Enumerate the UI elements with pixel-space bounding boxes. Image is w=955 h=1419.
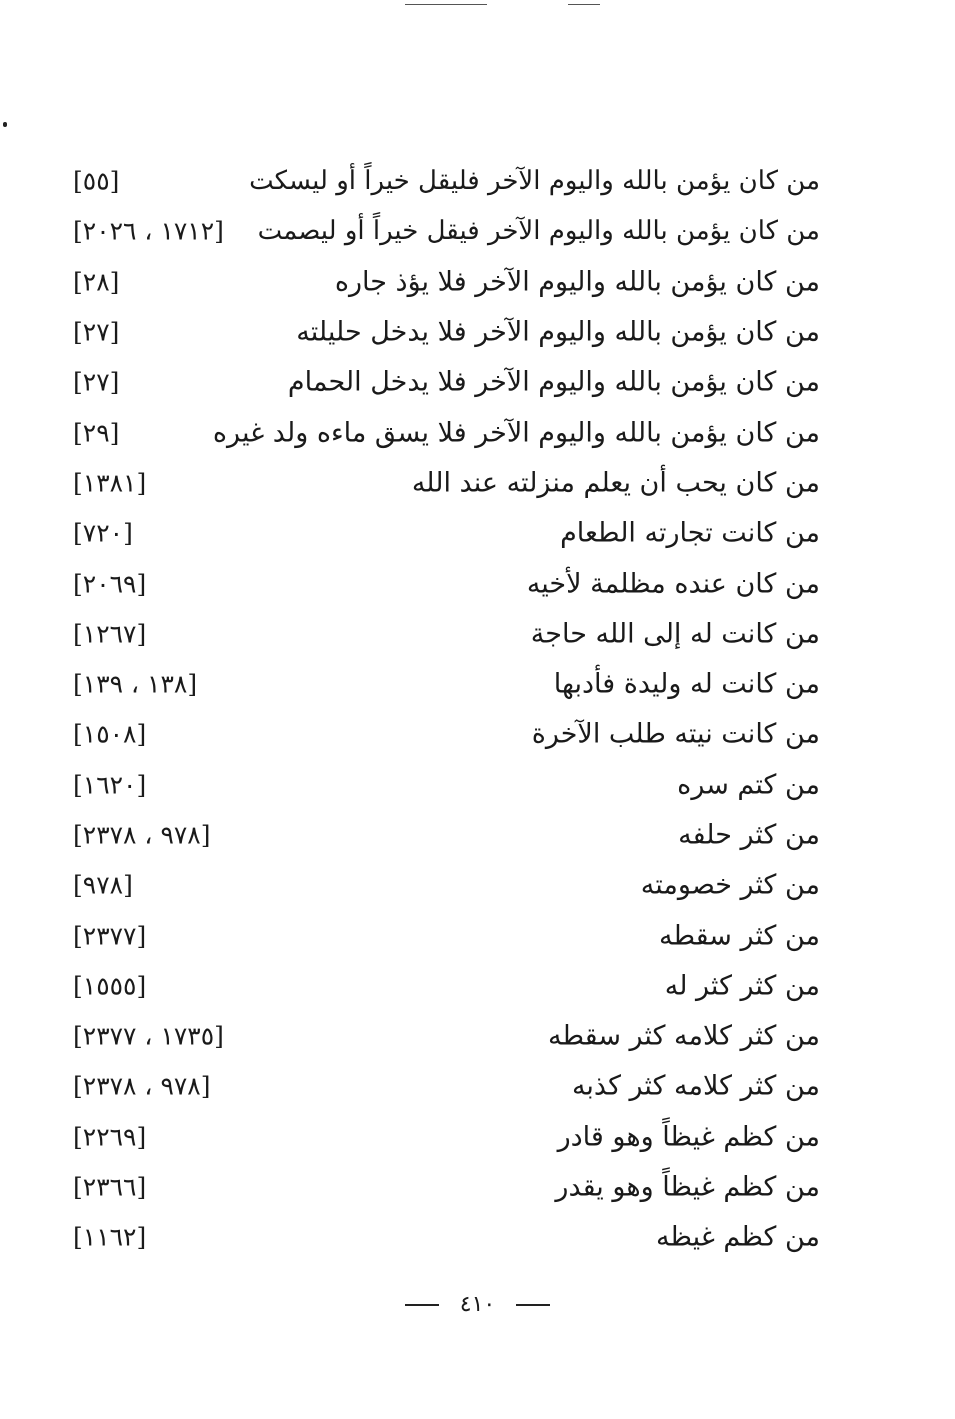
entry-reference: [١٣٨١] (73, 468, 147, 498)
index-entry (65, 307, 820, 357)
index-entry (65, 609, 820, 659)
index-entry (65, 810, 820, 860)
entry-reference: [١٧٣٥ ، ٢٣٧٧] (73, 1021, 224, 1051)
margin-mark (3, 122, 7, 127)
entry-text: من كثر خصومته (640, 869, 820, 901)
entry-reference: [١٥٥٥] (73, 971, 147, 1001)
entry-text: من كظم غيظاً وهو يقدر (555, 1171, 820, 1203)
entry-reference: [٢٣٧٧] (73, 921, 147, 951)
top-rule-right (568, 4, 600, 5)
index-entry (65, 1162, 820, 1212)
entry-text: من كانت له إلى الله حاجة (530, 618, 820, 650)
entry-text: من كان يحب أن يعلم منزلته عند الله (411, 467, 820, 499)
index-entry (65, 961, 820, 1011)
index-entries (65, 156, 820, 1263)
entry-text: من كثر كثر له (664, 970, 820, 1002)
entry-text: من كان يؤمن بالله واليوم الآخر فلا يسق ماءه ولد غيره (212, 417, 820, 449)
footer-dash-right (516, 1304, 550, 1306)
entry-reference: [٢٠٦٩] (73, 569, 147, 599)
entry-reference: [٢٧] (73, 367, 120, 397)
entry-reference: [٢٧] (73, 317, 120, 347)
index-entry (65, 508, 820, 558)
index-entry (65, 257, 820, 307)
entry-text: من كان عنده مظلمة لأخيه (526, 568, 820, 600)
entry-reference: [٧٢٠] (73, 518, 133, 548)
entry-reference: [١٣٨ ، ١٣٩] (73, 669, 198, 699)
entry-text: من كتم سره (677, 769, 820, 801)
top-rule-left (405, 4, 487, 5)
entry-text: من كان يؤمن بالله واليوم الآخر فيقل خيراً أو ليصمت (257, 216, 820, 247)
entry-text: من كان يؤمن بالله واليوم الآخر فليقل خيراً أو ليسكت (249, 166, 820, 197)
index-entry (65, 357, 820, 407)
index-entry (65, 860, 820, 910)
entry-text: من كانت له وليدة فأدبها (553, 668, 820, 700)
entry-reference: [١١٦٢] (73, 1222, 147, 1252)
index-entry (65, 760, 820, 810)
index-entry (65, 709, 820, 759)
entry-text: من كانت نيته طلب الآخرة (531, 718, 820, 750)
entry-text: من كثر حلفه (678, 819, 820, 851)
entry-reference: [٩٧٨ ، ٢٣٧٨] (73, 820, 211, 850)
entry-text: من كان يؤمن بالله واليوم الآخر فلا يدخل الحمام (287, 366, 820, 398)
index-entry (65, 407, 820, 457)
index-entry (65, 558, 820, 608)
entry-text: من كثر كلامه كثر كذبه (571, 1070, 820, 1102)
index-entry (65, 458, 820, 508)
index-entry (65, 659, 820, 709)
index-entry (65, 1112, 820, 1162)
entry-reference: [١٥٠٨] (73, 719, 147, 749)
index-entry (65, 1011, 820, 1061)
entry-text: من كظم غيظه (655, 1221, 820, 1253)
entry-text: من كظم غيظاً وهو قادر (557, 1121, 820, 1153)
entry-text: من كثر كلامه كثر سقطه (548, 1020, 820, 1052)
index-entry (65, 1212, 820, 1262)
entry-text: من كان يؤمن بالله واليوم الآخر فلا يؤذ جاره (334, 266, 820, 298)
entry-reference: [٥٥] (73, 166, 120, 196)
page-footer (0, 1292, 955, 1317)
entry-text: من كان يؤمن بالله واليوم الآخر فلا يدخل حليلته (296, 316, 820, 348)
entry-reference: [٢٢٦٩] (73, 1122, 147, 1152)
index-entry (65, 910, 820, 960)
index-entry (65, 1061, 820, 1111)
entry-reference: [١٦٢٠] (73, 770, 147, 800)
page-number: ٤١٠ (459, 1292, 496, 1317)
index-entry (65, 156, 820, 206)
entry-reference: [١٢٦٧] (73, 619, 147, 649)
entry-reference: [٢٨] (73, 267, 120, 297)
footer-dash-left (405, 1304, 439, 1306)
entry-reference: [٢٩] (73, 418, 120, 448)
entry-reference: [٢٣٦٦] (73, 1172, 147, 1202)
entry-reference: [٩٧٨] (73, 870, 133, 900)
entry-text: من كانت تجارته الطعام (560, 517, 820, 549)
entry-reference: [٩٧٨ ، ٢٣٧٨] (73, 1071, 211, 1101)
entry-text: من كثر سقطه (659, 920, 820, 952)
entry-reference: [١٧١٢ ، ٢٠٢٦] (73, 216, 224, 246)
index-entry (65, 206, 820, 256)
